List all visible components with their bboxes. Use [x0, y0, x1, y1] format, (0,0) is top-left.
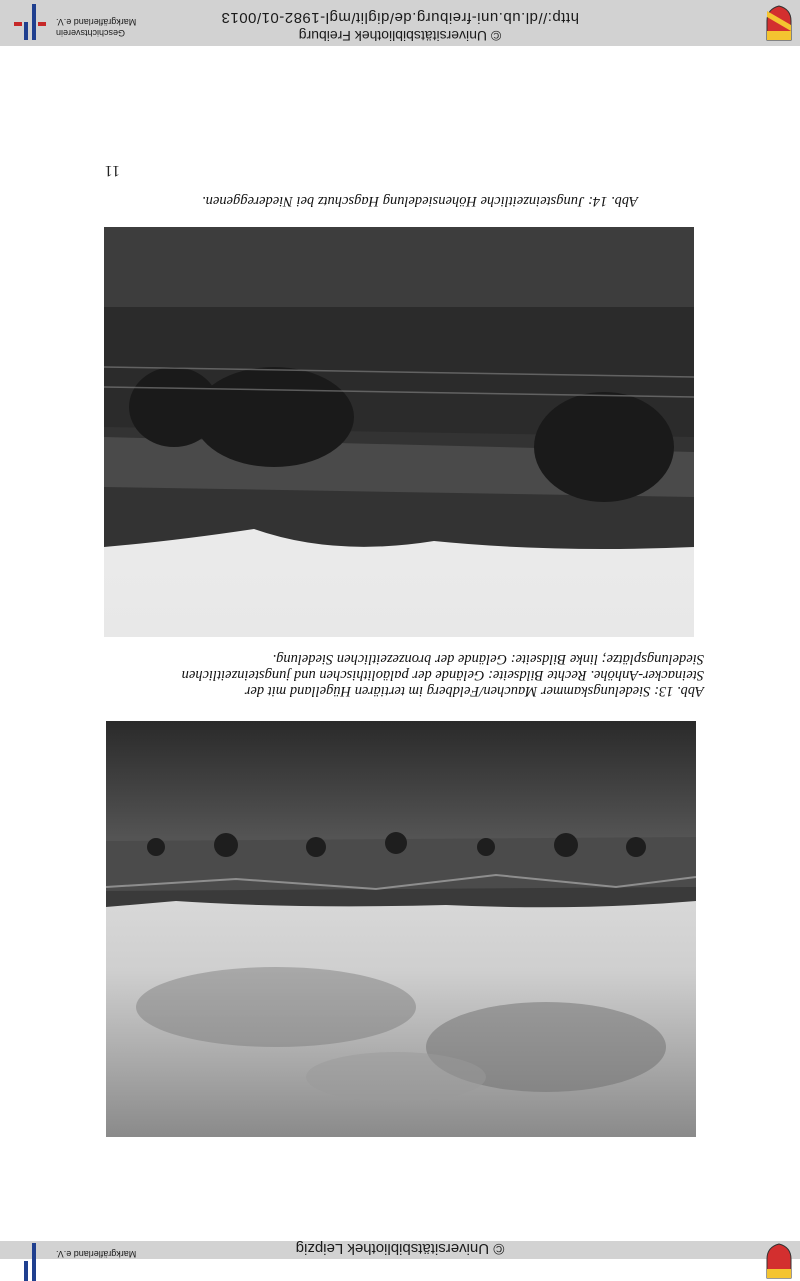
association-label	[56, 1248, 136, 1259]
caption-13-line-2: Steinacker-Anhöhe. Rechte Bildseite: Gelände der paläolithischen und jungsteinzeitlichen	[181, 667, 704, 683]
caption-14-line-1: Abb. 14: Jungsteinzeitliche Höhensiedelung Hagschutz bei Niedereggenen.	[202, 193, 638, 209]
caption-13-line-1: Abb. 13: Siedelungskammer Mauchen/Feldberg im tertiären Hügelland mit der	[244, 683, 704, 699]
viewer-bottom-bar	[0, 0, 800, 46]
library-logo-icon	[10, 2, 50, 42]
caption-abb-13	[124, 651, 704, 699]
association-line-2: Markgräflerland e.V.	[56, 17, 137, 27]
association-line-1: Geschichtsverein	[56, 28, 126, 38]
permalink-url[interactable]: http://dl.ub.uni-freiburg.de/diglit/mgl-1982-01/0013	[221, 9, 579, 26]
copyright-leipzig: © Universitätsbibliothek Leipzig	[295, 1240, 505, 1257]
viewer-top-bar	[0, 1241, 800, 1259]
photo-abb-14	[104, 227, 694, 637]
library-logo-icon	[10, 1241, 50, 1281]
association-line-2: Markgräflerland e.V.	[56, 1249, 137, 1259]
copyright-freiburg: © Universitätsbibliothek Freiburg	[298, 28, 502, 44]
photo-abb-13	[106, 721, 696, 1137]
caption-13-line-3: Siedelungsplätze; linke Bildseite: Gelände der bronzezeitlichen Siedelung.	[272, 651, 704, 667]
association-label	[56, 16, 136, 38]
caption-abb-14	[118, 193, 638, 209]
page-number: 11	[104, 162, 120, 179]
